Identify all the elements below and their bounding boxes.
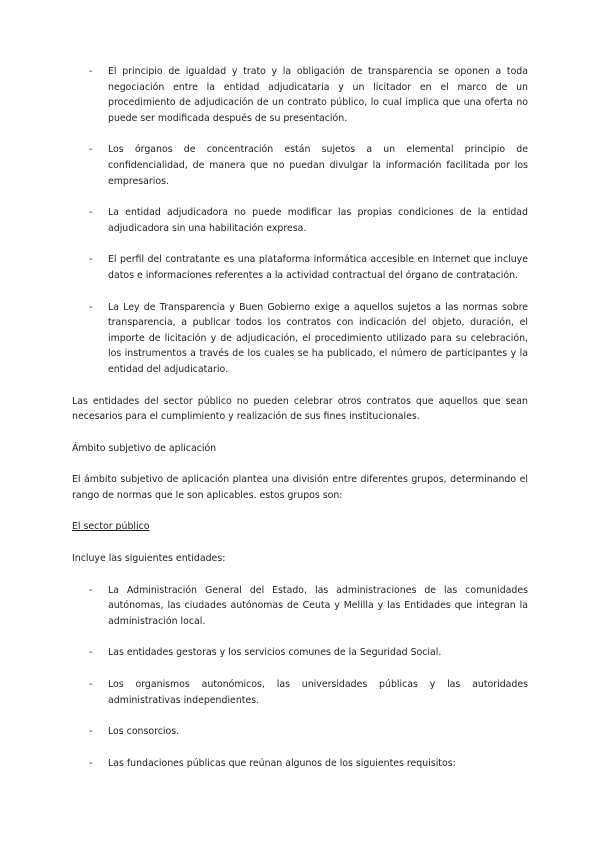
bullet-dash: - <box>89 584 93 596</box>
list-item <box>72 252 528 283</box>
list-item <box>72 142 528 189</box>
bullet-dash: - <box>89 301 93 313</box>
bullet-dash: - <box>89 757 93 769</box>
list-item <box>72 645 528 661</box>
list-item <box>72 677 528 708</box>
list-item-text: Los organismos autonómicos, las universidades públicas y las autoridades administrativas independientes. <box>108 679 528 706</box>
list-item <box>72 64 528 126</box>
section-title-sector-publico: El sector público <box>72 521 150 533</box>
list-item-text: El principio de igualdad y trato y la obligación de transparencia se oponen a toda negociación entre la entidad adjudicataria y un licitador en el marco de un procedimiento de adjudicación de un contrato público, lo cual implica que una oferta no puede ser modificada después de su presentación. <box>108 66 528 124</box>
bullet-dash: - <box>89 679 93 691</box>
paragraph-incluye: Incluye las siguientes entidades: <box>72 553 226 565</box>
list-item <box>72 583 528 630</box>
list-item-text: La Ley de Transparencia y Buen Gobierno exige a aquellos sujetos a las normas sobre transparencia, a publicar todos los contratos con indicación del objeto, duración, el importe de licitación y de adjudicación, el procedimiento utilizado para su celebración, los instrumentos a través de los cuales se ha publicado, el número de participantes y la entidad del adjudicatario. <box>108 301 528 375</box>
paragraph-sector-publico-contratos: Las entidades del sector público no pueden celebrar otros contratos que aquellos que sean necesarios para el cumplimiento y realización de sus fines institucionales. <box>72 395 528 423</box>
list-item-text: Las fundaciones públicas que reúnan algunos de los siguientes requisitos: <box>108 757 456 769</box>
bullet-dash: - <box>89 726 93 738</box>
bullet-dash: - <box>89 66 93 77</box>
bullet-dash: - <box>89 254 93 266</box>
list-item-text: Las entidades gestoras y los servicios comunes de la Seguridad Social. <box>108 647 442 659</box>
bullet-dash: - <box>89 207 93 219</box>
list-item-text: La entidad adjudicadora no puede modificar las propias condiciones de la entidad adjudicadora sin una habilitación expresa. <box>108 207 528 234</box>
list-item-text: Los órganos de concentración están sujetos a un elemental principio de confidencialidad, de manera que no puedan divulgar la información facilitada por los empresarios. <box>108 144 528 187</box>
list-item-text: El perfil del contratante es una plataforma informática accesible en Internet que incluye datos e informaciones referentes a la actividad contractual del órgano de contratación. <box>108 254 528 281</box>
list-item-text: La Administración General del Estado, las administraciones de las comunidades autónomas, las ciudades autónomas de Ceuta y Melilla y las Entidades que integran la administración local. <box>108 584 528 627</box>
bullet-dash: - <box>89 144 93 156</box>
paragraph-ambito-description: El ámbito subjetivo de aplicación plantea una división entre diferentes grupos, determinando el rango de normas que le son aplicables. estos grupos son: <box>72 474 528 501</box>
bullet-dash: - <box>89 647 93 659</box>
list-item <box>72 756 528 772</box>
list-item <box>72 300 528 378</box>
heading-ambito-subjetivo: Ámbito subjetivo de aplicación <box>72 442 217 454</box>
list-item-text: Los consorcios. <box>108 726 180 738</box>
list-item <box>72 724 528 740</box>
list-item <box>72 205 528 236</box>
document-page <box>72 64 528 787</box>
